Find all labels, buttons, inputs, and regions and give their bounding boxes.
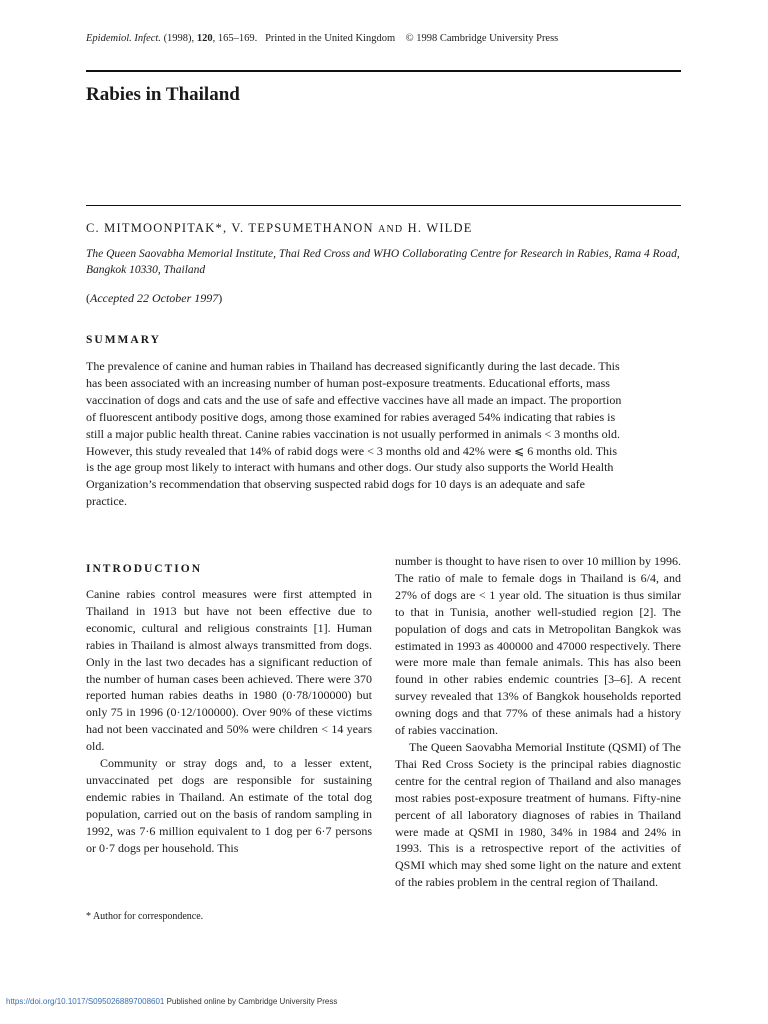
accepted-date [86,291,222,306]
author-list [86,221,473,236]
left-column [86,586,372,857]
printed-location: Printed in the United Kingdom [265,33,396,44]
authors-and: AND [378,224,404,235]
intro-paragraph-2: Community or stray dogs and, to a lesser extent, unvaccinated pet dogs are responsible for sustaining endemic rabies in Thailand. An estimate of the total dog population, carried out on the basis of random sampling in 1992, was 7·6 million equivalent to 1 dog per 6·7 persons or 0·7 dogs per household. This [86,756,372,855]
running-header [86,33,558,44]
intro-paragraph-1: Canine rabies control measures were first attempted in Thailand in 1913 but have not been effective due to economic, cultural and religious constraints [1]. Human rabies in Thailand is almost always transmitted from dogs. Only in the last two decades has a significant reduction of the number of human cases been achieved. There were 370 reported human rabies deaths in 1980 (0·78/100000) but only 75 in 1996 (0·12/100000). Over 90% of these victims had not been vaccinated and 50% were children < 14 years old. [86,587,372,754]
right-column [395,553,681,891]
intro-paragraph-3: The Queen Saovabha Memorial Institute (QSMI) of The Thai Red Cross Society is the principal rabies diagnostic centre for the central region of Thailand and also manages most rabies post-exposure treatment of humans. Fifty-nine percent of all laboratory diagnoses of rabies in Thailand were made at QSMI in 1980, 34% in 1984 and 24% in 1993. This is a retrospective report of the activities of QSMI which may shed some light on the nature and extent of the rabies problem in the central region of Thailand. [395,739,681,890]
article-title: Rabies in Thailand [86,84,240,105]
journal-volume: 120 [196,33,213,44]
correspondence-footnote: * Author for correspondence. [86,911,204,922]
accepted-close: ) [218,291,223,305]
doi-footer [6,997,337,1006]
copyright: © 1998 Cambridge University Press [405,33,559,44]
accepted-text: Accepted 22 October 1997 [90,291,219,305]
accepted-open: ( [86,291,90,305]
introduction-heading: INTRODUCTION [86,563,203,575]
journal-pages: , 165–169. [212,33,258,44]
header-rule [86,70,681,72]
authors-part2: H. WILDE [407,221,473,235]
authors-part1: C. MITMOONPITAK*, V. TEPSUMETHANON [86,221,374,235]
affiliation: The Queen Saovabha Memorial Institute, Thai Red Cross and WHO Collaborating Centre for Research in Rabies, Rama 4 Road, Bangkok 10330, Thailand [86,248,680,276]
summary-text: The prevalence of canine and human rabies in Thailand has decreased significantly during the last decade. This has been associated with an increasing number of human post-exposure treatments. Educational efforts, mass vaccination of dogs and cats and the use of safe and effective vaccines have all made an impact. The proportion of fluorescent antibody positive dogs, among those examined for rabies averaged 54% indicating that rabies is still a major public health threat. Canine rabies vaccination is not usually performed in animals < 3 months old. However, this study revealed that 14% of rabid dogs were < 3 months old and 42% were ⩽ 6 months old. This is the age group most likely to interact with humans and other dogs. Our study also supports the World Health Organization’s recommendation that observing suspected rabid dogs for 10 days is an adequate and safe practice. [86,359,622,509]
summary-heading: SUMMARY [86,334,161,346]
published-online: Published online by Cambridge University Press [164,997,338,1006]
doi-link[interactable]: https://doi.org/10.1017/S0950268897008601 [6,997,165,1006]
title-rule [86,205,681,206]
intro-paragraph-2-continued: number is thought to have risen to over 10 million by 1996. The ratio of male to female dogs in Thailand is 6/4, and 27% of dogs are < 1 year old. The situation is thus similar to that in Tunisia, another well-studied region [2]. The population of dogs and cats in Metropolitan Bangkok was estimated in 1993 as 400000 and 47000 respectively. There were more male than female animals. This has also been found in other rabies endemic countries [3–6]. A recent survey revealed that 13% of Bangkok households reported owning dogs and that 77% of these animals had a history of rabies vaccination. [395,554,681,738]
journal-name: Epidemiol. Infect. [86,33,161,44]
journal-year: (1998), [163,33,195,44]
